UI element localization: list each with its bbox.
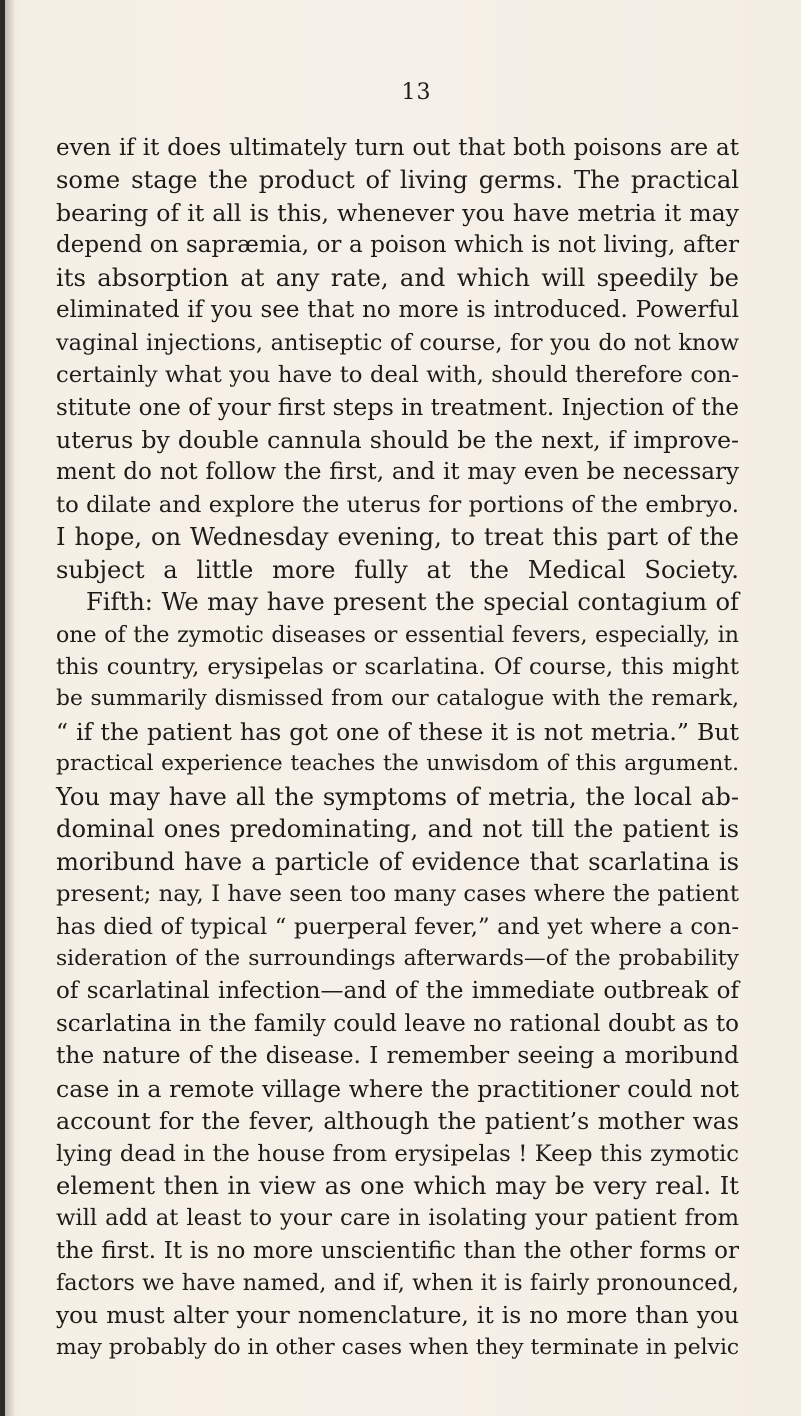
text-line: may probably do in other cases when they terminate in pelvic [56, 1335, 740, 1361]
text-line-paragraph-start: Fifth: We may have present the special contagium of [86, 588, 739, 617]
text-line: account for the fever, although the patient’s mother was [56, 1107, 739, 1136]
text-line: ment do not follow the first, and it may even be necessary [56, 459, 739, 486]
text-line: the first. It is no more unscientific than the other forms or [56, 1237, 739, 1264]
text-line: depend on sapræmia, or a poison which is not living, after [56, 232, 739, 259]
text-line: I hope, on Wednesday evening, to treat this part of the [56, 523, 739, 552]
text-line: be summarily dismissed from our catalogue with the remark, [56, 686, 739, 712]
text-line: element then in view as one which may be very real. It [56, 1172, 739, 1200]
text-line: sideration of the surroundings afterwards—of the probability [56, 945, 739, 971]
text-line: will add at least to your care in isolating your patient from [56, 1205, 739, 1232]
text-line: has died of typical “ puerperal fever,” and yet where a con- [56, 913, 739, 940]
body-text [56, 132, 739, 1365]
text-line: dominal ones predominating, and not till the patient is [56, 815, 739, 844]
text-line: this country, erysipelas or scarlatina. Of course, this might [56, 654, 739, 680]
text-line: uterus by double cannula should be the next, if improve- [56, 425, 739, 454]
text-line: its absorption at any rate, and which will speedily be [56, 263, 739, 292]
page-number: 13 [401, 80, 432, 105]
text-line: certainly what you have to deal with, should therefore con- [56, 362, 739, 389]
text-line: “ if the patient has got one of these it is not metria.” But [56, 717, 739, 746]
text-line: moribund have a particle of evidence that scarlatina is [56, 847, 739, 876]
text-line: vaginal injections, antiseptic of course, for you do not know [56, 329, 739, 356]
text-line: you must alter your nomenclature, it is no more than you [56, 1301, 739, 1329]
text-line: even if it does ultimately turn out that both poisons are at [56, 135, 739, 161]
text-line: lying dead in the house from erysipelas ! Keep this zymotic [56, 1140, 739, 1167]
binding-shadow [5, 0, 15, 1416]
text-line: case in a remote village where the practitioner could not [56, 1074, 739, 1103]
text-line-paragraph-end: subject a little more fully at the Medical Society. [56, 555, 739, 584]
text-line: bearing of it all is this, whenever you have metria it may [56, 198, 739, 227]
text-line: to dilate and explore the uterus for portions of the embryo. [56, 491, 739, 518]
text-line: present; nay, I have seen too many cases where the patient [56, 881, 739, 908]
text-line: one of the zymotic diseases or essential fevers, especially, in [56, 621, 739, 648]
text-line: stitute one of your first steps in treatment. Injection of the [56, 394, 739, 421]
text-line: practical experience teaches the unwisdom of this argument. [56, 751, 739, 777]
text-line: some stage the product of living germs. The practical [56, 166, 739, 195]
text-line: eliminated if you see that no more is introduced. Powerful [56, 297, 739, 324]
text-line: scarlatina in the family could leave no rational doubt as to [56, 1010, 739, 1037]
text-line: You may have all the symptoms of metria, the local ab- [56, 782, 739, 811]
text-line: factors we have named, and if, when it is fairly pronounced, [56, 1270, 739, 1297]
text-line: of scarlatinal infection—and of the immediate outbreak of [56, 978, 739, 1005]
text-line: the nature of the disease. I remember seeing a moribund [56, 1042, 739, 1070]
